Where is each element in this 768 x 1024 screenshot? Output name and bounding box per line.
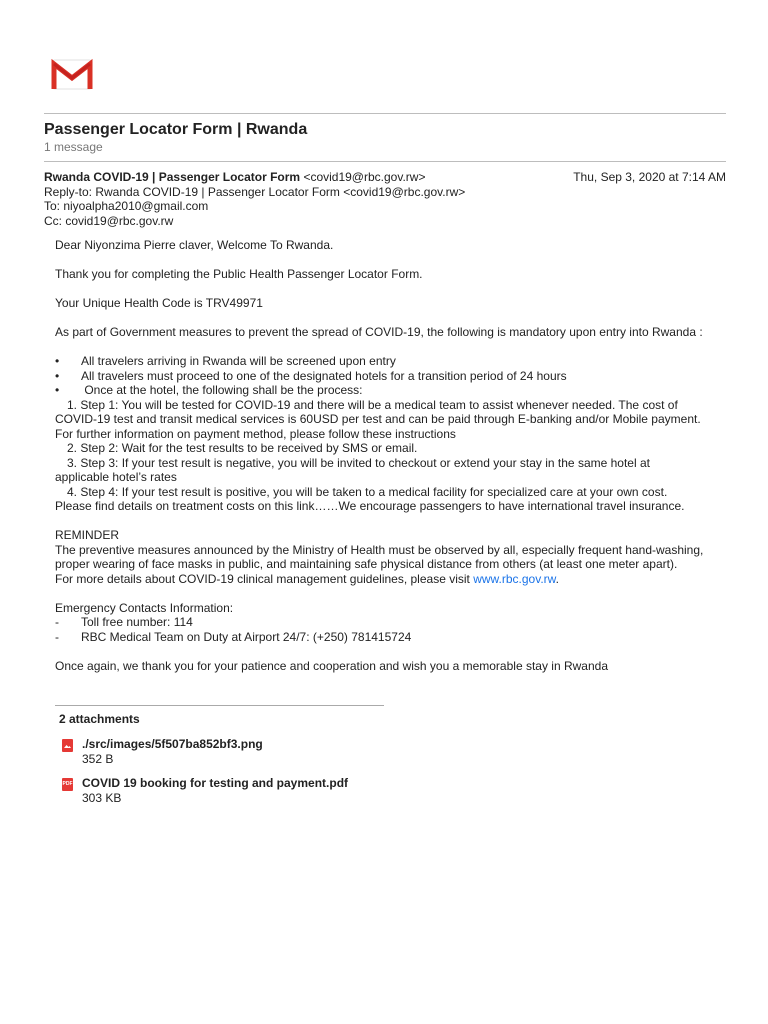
greeting: Dear Niyonzima Pierre claver, Welcome To Rwanda. [55, 238, 334, 252]
step-line: 1. Step 1: You will be tested for COVID-19 and there will be a medical team to assist whenever needed. The cost of [67, 397, 678, 412]
step-line: 4. Step 4: If your test result is positive, you will be taken to a medical facility for specialized care at your own cost. [67, 484, 668, 499]
header-divider [44, 161, 726, 162]
attachment-size: 352 B [82, 751, 114, 766]
intro-line: As part of Government measures to prevent the spread of COVID-19, the following is mandatory upon entry into Rwanda : [55, 325, 703, 339]
list-item: - RBC Medical Team on Duty at Airport 24/7: (+250) 781415724 [55, 629, 412, 644]
attachment-name[interactable]: COVID 19 booking for testing and payment.pdf [82, 776, 349, 790]
reminder-section [55, 528, 725, 586]
steps-list [55, 398, 725, 514]
reply-to-line: Reply-to: Rwanda COVID-19 | Passenger Locator Form <covid19@rbc.gov.rw> [44, 184, 466, 199]
email-date: Thu, Sep 3, 2020 at 7:14 AM [573, 170, 726, 184]
sender-name: Rwanda COVID-19 | Passenger Locator Form [44, 170, 301, 184]
step-line: COVID-19 test and transit medical services is 60USD per test and can be paid through E-banking and/or Mobile payment. [55, 412, 701, 426]
list-item: • Once at the hotel, the following shall be the process: [55, 383, 363, 397]
top-divider [44, 113, 726, 114]
reminder-line: The preventive measures announced by the Ministry of Health must be observed by all, especially frequent hand-washing, [55, 542, 704, 557]
emergency-title: Emergency Contacts Information: [55, 600, 234, 615]
message-count: 1 message [44, 140, 103, 154]
bullet-list [55, 354, 725, 398]
email-body [55, 238, 725, 688]
sender-email: <covid19@rbc.gov.rw> [303, 170, 426, 184]
list-item: • All travelers arriving in Rwanda will be screened upon entry [55, 354, 396, 368]
step-line: 2. Step 2: Wait for the test results to be received by SMS or email. [67, 441, 418, 455]
list-item: - Toll free number: 114 [55, 615, 193, 629]
attachment-size: 303 KB [82, 790, 122, 805]
thanks-line: Thank you for completing the Public Health Passenger Locator Form. [55, 267, 423, 281]
closing-line: Once again, we thank you for your patience and cooperation and wish you a memorable stay in Rwanda [55, 658, 608, 673]
step-line: Please find details on treatment costs on this link……We encourage passengers to have international travel insurance. [55, 499, 685, 513]
to-line: To: niyoalpha2010@gmail.com [44, 199, 209, 213]
cc-line: Cc: covid19@rbc.gov.rw [44, 213, 174, 228]
reminder-title: REMINDER [55, 528, 120, 542]
reminder-link-line: For more details about COVID-19 clinical management guidelines, please visit www.rbc.gov.rw. [55, 571, 560, 586]
step-line: 3. Step 3: If your test result is negative, you will be invited to checkout or extend your stay in the same hotel at [67, 455, 650, 470]
email-header [44, 170, 726, 228]
attachments-divider [55, 705, 384, 706]
image-file-icon [62, 739, 73, 752]
pdf-file-icon: PDF [62, 778, 73, 791]
attachment-name[interactable]: ./src/images/5f507ba852bf3.png [82, 737, 263, 751]
step-line: For further information on payment method, please follow these instructions [55, 426, 456, 441]
attachments-title: 2 attachments [59, 712, 140, 726]
reminder-line: proper wearing of face masks in public, and maintaining safe physical distance from others (at least one meter apart). [55, 557, 678, 571]
rbc-website-link[interactable]: www.rbc.gov.rw [473, 571, 556, 586]
emergency-section [55, 601, 725, 645]
list-item: • All travelers must proceed to one of the designated hotels for a transition period of 24 hours [55, 368, 567, 383]
email-subject: Passenger Locator Form | Rwanda [44, 121, 308, 138]
health-code-line: Your Unique Health Code is TRV49971 [55, 296, 263, 310]
gmail-logo-icon [50, 58, 94, 91]
step-line: applicable hotel’s rates [55, 470, 177, 484]
